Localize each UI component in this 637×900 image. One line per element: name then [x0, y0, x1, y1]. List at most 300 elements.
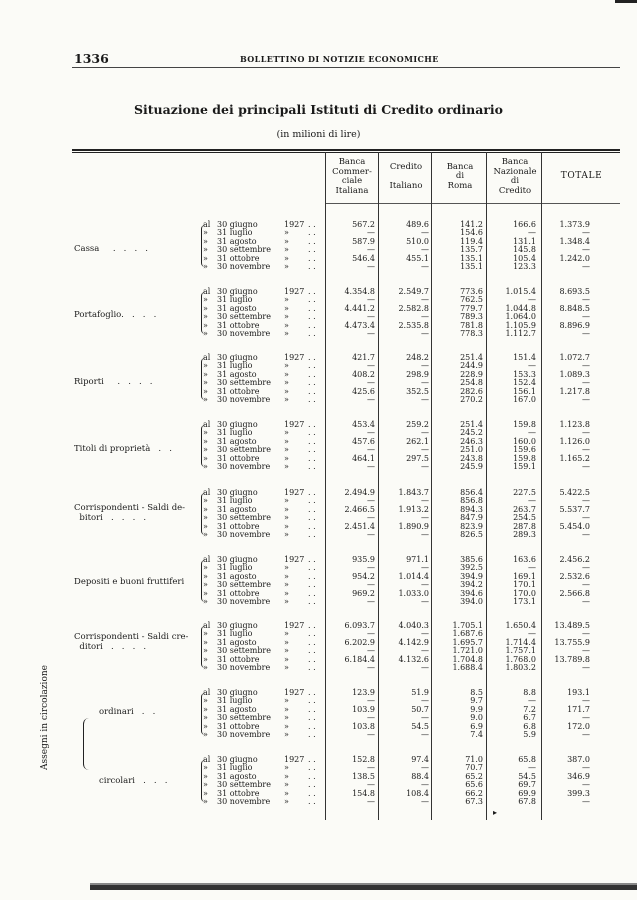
leader-dots: . .: [308, 312, 316, 322]
value-tot: 346.9: [567, 771, 590, 781]
value-br: 228.9: [460, 369, 483, 379]
table-row: [0, 523, 637, 531]
value-ci: 1.913.2: [398, 504, 429, 514]
table-row: [0, 639, 637, 647]
year-cell: »: [284, 312, 289, 322]
date-prefix: al: [203, 688, 211, 697]
value-bnc: 7.2: [523, 704, 536, 714]
year-cell: 1927: [284, 555, 305, 564]
table-row: [0, 581, 637, 589]
value-ci: —: [421, 663, 429, 672]
row-group-label: Depositi e buoni fruttiferi: [74, 577, 185, 587]
date-prefix: »: [203, 597, 208, 606]
date-prefix: »: [203, 369, 208, 379]
value-tot: 1.242.0: [559, 253, 590, 263]
value-tot: —: [582, 629, 590, 639]
year-cell: 1927: [284, 220, 305, 229]
value-bnc: —: [528, 563, 536, 573]
table-row: [0, 564, 637, 572]
value-ci: 297.5: [406, 453, 429, 463]
date-cell: 31 agosto: [217, 637, 257, 647]
year-cell: 1927: [284, 420, 305, 429]
value-br: 70.7: [465, 763, 483, 773]
value-bci: —: [367, 245, 375, 255]
leader-dots: . .: [308, 453, 316, 463]
value-br: 9.0: [470, 713, 483, 723]
value-tot: —: [582, 312, 590, 322]
value-bnc: 159.1: [513, 462, 536, 471]
table-row: [0, 798, 637, 806]
date-cell: 30 novembre: [217, 395, 271, 404]
year-cell: »: [284, 730, 289, 739]
year-cell: »: [284, 436, 289, 446]
leader-dots: . .: [308, 369, 316, 379]
row-group-label: Corrispondenti - Saldi cre- ditori . . . .: [74, 632, 189, 652]
value-bnc: 69.7: [518, 780, 536, 790]
table-row: [0, 288, 637, 296]
row-group-label: ordinari . .: [99, 707, 156, 717]
date-cell: 31 ottobre: [217, 788, 260, 798]
date-cell: 30 settembre: [217, 378, 271, 388]
value-bnc: 65.8: [518, 755, 536, 764]
value-br: 847.9: [460, 513, 483, 523]
value-bnc: 289.3: [513, 530, 536, 539]
value-tot: 8.896.9: [559, 320, 590, 330]
value-br: 71.0: [465, 755, 483, 764]
table-row: [0, 790, 637, 798]
value-bnc: 67.8: [518, 797, 536, 806]
table-row: [0, 296, 637, 304]
table-row: [0, 330, 637, 338]
value-bnc: 6.7: [523, 713, 536, 723]
table-row: [0, 598, 637, 606]
value-ci: —: [421, 361, 429, 371]
year-cell: »: [284, 496, 289, 506]
table-row: [0, 489, 637, 497]
value-tot: —: [582, 428, 590, 438]
value-tot: 171.7: [567, 704, 590, 714]
leader-dots: . .: [308, 228, 316, 238]
value-br: 251.0: [460, 445, 483, 455]
date-cell: 30 novembre: [217, 663, 271, 672]
value-bci: —: [367, 295, 375, 305]
value-bci: —: [367, 513, 375, 523]
value-bnc: 1.803.2: [505, 663, 536, 672]
table-row: [0, 706, 637, 714]
date-prefix: al: [203, 621, 211, 630]
date-cell: 31 agosto: [217, 369, 257, 379]
value-br: 762.5: [460, 295, 483, 305]
date-prefix: al: [203, 353, 211, 362]
value-ci: 1.890.9: [398, 521, 429, 531]
year-cell: »: [284, 253, 289, 263]
value-bnc: 170.1: [513, 580, 536, 590]
date-prefix: »: [203, 521, 208, 531]
table-row: [0, 396, 637, 404]
date-prefix: »: [203, 303, 208, 313]
year-cell: »: [284, 303, 289, 313]
table-row: [0, 246, 637, 254]
col-header-total: TOTALE: [560, 171, 603, 182]
leader-dots: . .: [308, 488, 316, 497]
value-tot: 399.3: [567, 788, 590, 798]
value-tot: —: [582, 663, 590, 672]
value-bci: —: [367, 629, 375, 639]
table-row: [0, 305, 637, 313]
value-br: 856.4: [460, 488, 483, 497]
value-br: 781.8: [460, 320, 483, 330]
year-cell: »: [284, 704, 289, 714]
value-bnc: 159.8: [513, 453, 536, 463]
col-header-br: Banca di Roma: [446, 161, 474, 191]
value-bnc: 1.015.4: [505, 287, 536, 296]
value-tot: 1.089.3: [559, 369, 590, 379]
table-row: [0, 664, 637, 672]
date-cell: 30 novembre: [217, 329, 271, 338]
date-cell: 30 giugno: [217, 353, 258, 362]
value-ci: 54.5: [411, 721, 429, 731]
leader-dots: . .: [308, 730, 316, 739]
date-prefix: »: [203, 696, 208, 706]
date-prefix: »: [203, 312, 208, 322]
leader-dots: . .: [308, 780, 316, 790]
value-bci: 103.9: [352, 704, 375, 714]
leader-dots: . .: [308, 287, 316, 296]
date-prefix: »: [203, 530, 208, 539]
table-row: [0, 506, 637, 514]
year-cell: »: [284, 780, 289, 790]
date-prefix: »: [203, 797, 208, 806]
value-ci: 4.040.3: [398, 621, 429, 630]
date-cell: 31 agosto: [217, 571, 257, 581]
value-bci: 587.9: [352, 236, 375, 246]
leader-dots: . .: [308, 521, 316, 531]
leader-dots: . .: [308, 788, 316, 798]
year-cell: 1927: [284, 688, 305, 697]
year-cell: »: [284, 378, 289, 388]
value-bnc: 1.650.4: [505, 621, 536, 630]
table-row: [0, 388, 637, 396]
date-prefix: »: [203, 462, 208, 471]
value-bnc: 54.5: [518, 771, 536, 781]
value-br: 251.4: [460, 420, 483, 429]
table-row: [0, 781, 637, 789]
date-cell: 31 ottobre: [217, 654, 260, 664]
value-bci: 954.2: [352, 571, 375, 581]
value-ci: —: [421, 597, 429, 606]
leader-dots: . .: [308, 771, 316, 781]
date-cell: 31 agosto: [217, 236, 257, 246]
value-br: 394.2: [460, 580, 483, 590]
value-ci: —: [421, 462, 429, 471]
value-bci: 935.9: [352, 555, 375, 564]
value-br: 282.6: [460, 386, 483, 396]
value-bnc: 5.9: [523, 730, 536, 739]
value-ci: —: [421, 378, 429, 388]
value-ci: —: [421, 696, 429, 706]
date-prefix: »: [203, 788, 208, 798]
date-prefix: »: [203, 704, 208, 714]
year-cell: »: [284, 428, 289, 438]
leader-dots: . .: [308, 386, 316, 396]
date-cell: 30 giugno: [217, 755, 258, 764]
leader-dots: . .: [308, 436, 316, 446]
table-row: [0, 622, 637, 630]
date-cell: 31 luglio: [217, 361, 253, 371]
year-cell: »: [284, 571, 289, 581]
value-bci: 4.354.8: [344, 287, 375, 296]
value-bnc: 159.8: [513, 420, 536, 429]
date-prefix: »: [203, 580, 208, 590]
year-cell: 1927: [284, 287, 305, 296]
value-tot: —: [582, 462, 590, 471]
table-row: [0, 630, 637, 638]
value-tot: 5.537.7: [559, 504, 590, 514]
table-row: [0, 438, 637, 446]
date-prefix: »: [203, 571, 208, 581]
year-cell: »: [284, 580, 289, 590]
leader-dots: . .: [308, 395, 316, 404]
year-cell: »: [284, 696, 289, 706]
value-ci: —: [421, 530, 429, 539]
date-prefix: »: [203, 563, 208, 573]
value-br: 251.4: [460, 353, 483, 362]
leader-dots: . .: [308, 646, 316, 656]
table-row: [0, 322, 637, 330]
value-tot: 1.126.0: [559, 436, 590, 446]
value-br: 773.6: [460, 287, 483, 296]
value-br: 254.8: [460, 378, 483, 388]
table-row: [0, 313, 637, 321]
table-row: [0, 221, 637, 229]
year-cell: »: [284, 228, 289, 238]
date-prefix: »: [203, 386, 208, 396]
value-bnc: 1.044.8: [505, 303, 536, 313]
date-prefix: »: [203, 295, 208, 305]
leader-dots: . .: [308, 654, 316, 664]
value-bnc: 227.5: [513, 488, 536, 497]
table-row: [0, 723, 637, 731]
date-cell: 30 giugno: [217, 555, 258, 564]
leader-dots: . .: [308, 245, 316, 255]
col-header-ci: Credito Italiano: [389, 161, 423, 191]
value-tot: —: [582, 646, 590, 656]
date-cell: 31 luglio: [217, 563, 253, 573]
leader-dots: . .: [308, 378, 316, 388]
date-prefix: »: [203, 378, 208, 388]
value-ci: —: [421, 329, 429, 338]
leader-dots: . .: [308, 588, 316, 598]
year-cell: »: [284, 588, 289, 598]
value-tot: 172.0: [567, 721, 590, 731]
value-bnc: 287.8: [513, 521, 536, 531]
date-cell: 31 agosto: [217, 303, 257, 313]
table-row: [0, 573, 637, 581]
value-br: 1.704.8: [452, 654, 483, 664]
value-tot: 1.165.2: [559, 453, 590, 463]
value-bnc: 1.064.0: [505, 312, 536, 322]
value-ci: 2.535.8: [398, 320, 429, 330]
row-group-label: Titoli di proprietà . .: [74, 444, 172, 454]
leader-dots: . .: [308, 236, 316, 246]
value-bnc: 69.9: [518, 788, 536, 798]
value-ci: —: [421, 629, 429, 639]
col-header-bnc: Banca Nazionale di Credito: [493, 157, 537, 196]
value-bnc: 254.5: [513, 513, 536, 523]
table-row: [0, 531, 637, 539]
value-bci: —: [367, 329, 375, 338]
value-ci: 248.2: [406, 353, 429, 362]
value-bci: 4.473.4: [344, 320, 375, 330]
value-bnc: —: [528, 295, 536, 305]
leader-dots: . .: [308, 513, 316, 523]
value-bci: —: [367, 445, 375, 455]
value-tot: —: [582, 730, 590, 739]
year-cell: »: [284, 721, 289, 731]
value-tot: 13.489.5: [554, 621, 590, 630]
table-row: [0, 497, 637, 505]
leader-dots: . .: [308, 420, 316, 429]
date-cell: 30 giugno: [217, 287, 258, 296]
leader-dots: . .: [308, 663, 316, 672]
value-tot: 387.0: [567, 755, 590, 764]
leader-dots: . .: [308, 496, 316, 506]
value-bci: —: [367, 580, 375, 590]
date-prefix: »: [203, 588, 208, 598]
value-br: 1.721.0: [452, 646, 483, 656]
value-br: 246.3: [460, 436, 483, 446]
date-prefix: al: [203, 420, 211, 429]
leader-dots: . .: [308, 504, 316, 514]
date-cell: 30 novembre: [217, 262, 271, 271]
date-prefix: »: [203, 428, 208, 438]
date-cell: 31 agosto: [217, 704, 257, 714]
value-tot: 5.454.0: [559, 521, 590, 531]
value-br: 65.2: [465, 771, 483, 781]
date-prefix: »: [203, 663, 208, 672]
value-br: 1.687.6: [452, 629, 483, 639]
value-bnc: 123.3: [513, 262, 536, 271]
header-bottom-rule: [325, 203, 620, 204]
date-prefix: »: [203, 320, 208, 330]
date-prefix: al: [203, 555, 211, 564]
date-prefix: »: [203, 646, 208, 656]
table-row: [0, 714, 637, 722]
value-bnc: 1.768.0: [505, 654, 536, 664]
year-cell: »: [284, 654, 289, 664]
value-ci: 1.014.4: [398, 571, 429, 581]
value-br: 778.3: [460, 329, 483, 338]
value-ci: —: [421, 580, 429, 590]
date-cell: 31 ottobre: [217, 588, 260, 598]
value-ci: 262.1: [406, 436, 429, 446]
year-cell: »: [284, 295, 289, 305]
date-prefix: »: [203, 395, 208, 404]
year-cell: »: [284, 597, 289, 606]
value-tot: 1.123.8: [559, 420, 590, 429]
value-bci: —: [367, 462, 375, 471]
value-bci: —: [367, 730, 375, 739]
date-prefix: »: [203, 654, 208, 664]
date-cell: 31 agosto: [217, 436, 257, 446]
value-ci: 88.4: [411, 771, 429, 781]
value-tot: —: [582, 530, 590, 539]
leader-dots: . .: [308, 220, 316, 229]
year-cell: »: [284, 713, 289, 723]
year-cell: »: [284, 663, 289, 672]
value-tot: —: [582, 713, 590, 723]
value-tot: —: [582, 395, 590, 404]
table-top-rule: [72, 149, 620, 151]
leader-dots: . .: [308, 621, 316, 630]
value-ci: —: [421, 797, 429, 806]
date-prefix: »: [203, 730, 208, 739]
col-header-bci: Banca Commer- ciale Italiana: [332, 157, 372, 196]
year-cell: »: [284, 395, 289, 404]
value-tot: 8.848.5: [559, 303, 590, 313]
value-bci: —: [367, 378, 375, 388]
value-ci: 489.6: [406, 220, 429, 229]
table-row: [0, 556, 637, 564]
table-row: [0, 514, 637, 522]
value-ci: —: [421, 646, 429, 656]
leader-dots: . .: [308, 329, 316, 338]
value-bci: 6.184.4: [344, 654, 375, 664]
value-bnc: 152.4: [513, 378, 536, 388]
date-cell: 31 luglio: [217, 696, 253, 706]
value-ci: —: [421, 730, 429, 739]
value-bci: 6.202.9: [344, 637, 375, 647]
value-br: 392.5: [460, 563, 483, 573]
year-cell: »: [284, 236, 289, 246]
value-tot: 1.217.8: [559, 386, 590, 396]
value-br: 394.9: [460, 571, 483, 581]
value-bci: —: [367, 496, 375, 506]
year-cell: 1927: [284, 353, 305, 362]
leader-dots: . .: [308, 361, 316, 371]
date-cell: 31 luglio: [217, 228, 253, 238]
value-ci: 4.132.6: [398, 654, 429, 664]
value-ci: 510.0: [406, 236, 429, 246]
value-br: 65.6: [465, 780, 483, 790]
value-ci: —: [421, 496, 429, 506]
value-br: 66.2: [465, 788, 483, 798]
value-bnc: —: [528, 361, 536, 371]
running-head: BOLLETTINO DI NOTIZIE ECONOMICHE: [240, 54, 439, 64]
value-tot: —: [582, 329, 590, 338]
leader-dots: . .: [308, 763, 316, 773]
value-bci: 421.7: [352, 353, 375, 362]
leader-dots: . .: [308, 755, 316, 764]
leader-dots: . .: [308, 597, 316, 606]
value-tot: —: [582, 513, 590, 523]
value-tot: 13.789.8: [554, 654, 590, 664]
value-bnc: 163.6: [513, 555, 536, 564]
leader-dots: . .: [308, 629, 316, 639]
year-cell: 1927: [284, 621, 305, 630]
header-rule: [72, 67, 620, 68]
date-prefix: »: [203, 721, 208, 731]
value-br: 6.9: [470, 721, 483, 731]
date-prefix: »: [203, 253, 208, 263]
date-prefix: »: [203, 637, 208, 647]
leader-dots: . .: [308, 563, 316, 573]
value-br: 7.4: [470, 730, 483, 739]
value-br: 823.9: [460, 521, 483, 531]
value-ci: —: [421, 780, 429, 790]
date-prefix: »: [203, 245, 208, 255]
leader-dots: . .: [308, 320, 316, 330]
